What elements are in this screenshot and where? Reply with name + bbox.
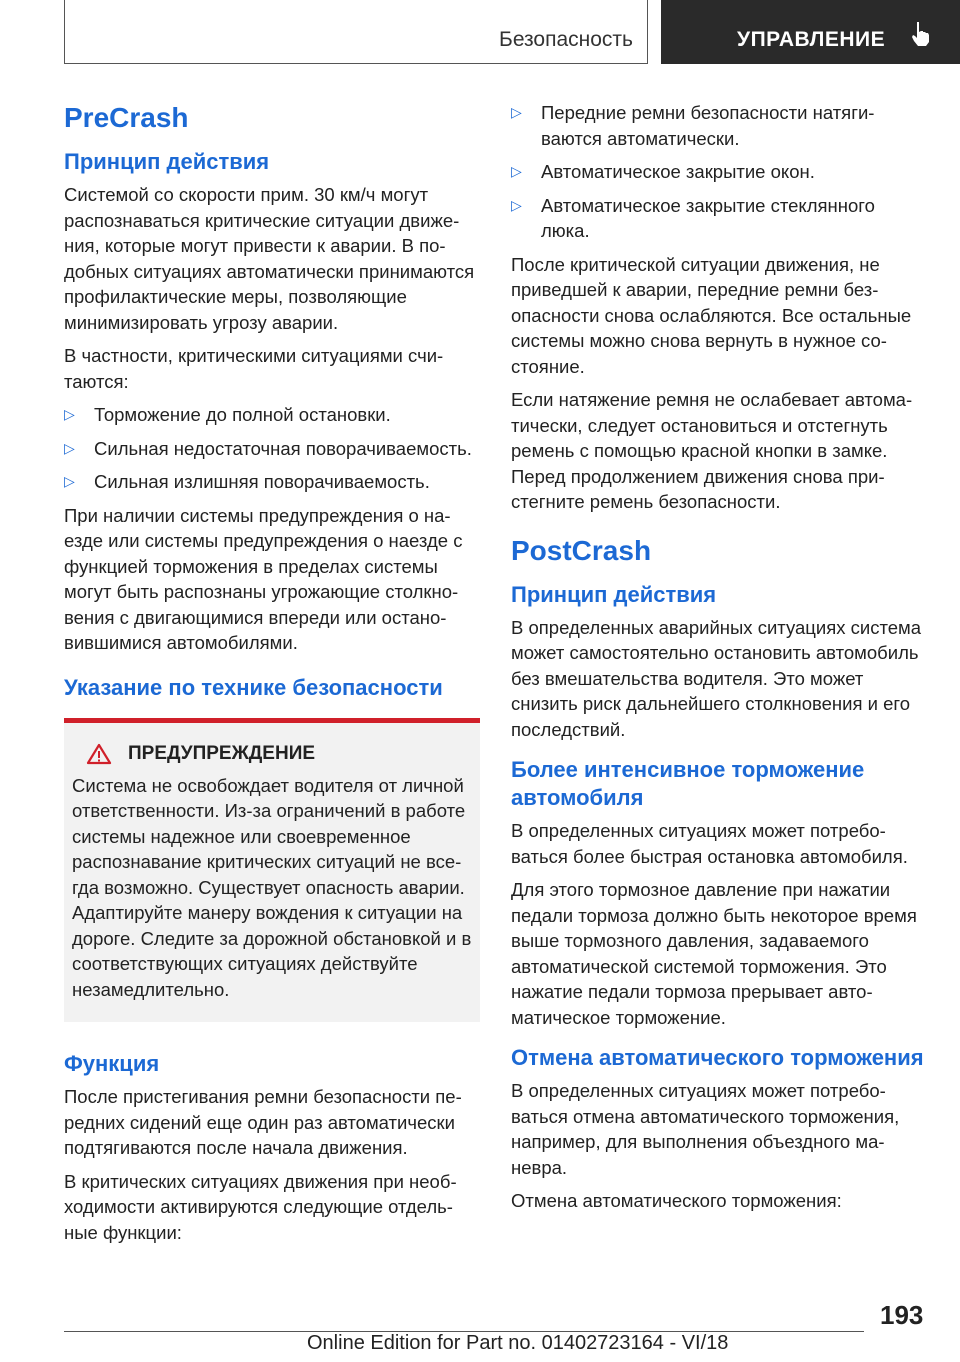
- postcrash-principle-title: Принцип действия: [511, 581, 717, 607]
- triangle-bullet-icon: ▷: [511, 163, 522, 179]
- list-item-text: Передние ремни безопасности натягиваются автоматически.: [541, 102, 875, 149]
- after-crash-paragraph: После критической ситуации движения, не приведшей к аварии, передние ремни безопасности снова ослабляются. Все остальные системы можно снова вернуть в нужное состояние.: [511, 253, 912, 377]
- header-chapter-box: [661, 0, 960, 64]
- list-item: [64, 436, 480, 462]
- braking-title: Более интенсивное торможение автомобиля: [511, 757, 865, 810]
- list-item: [511, 159, 927, 185]
- pointing-hand-icon: [909, 20, 933, 48]
- list-item-text: Сильная излишняя поворачиваемость.: [94, 471, 430, 492]
- warning-triangle-icon: [84, 743, 114, 765]
- cancel-paragraph-2: Отмена автоматического торможения:: [511, 1190, 842, 1211]
- postcrash-title: PostCrash: [511, 534, 652, 566]
- principle-title: Принцип действия: [64, 149, 270, 174]
- principle-paragraph-1: Системой со скорости прим. 30 км/ч могут распознаваться критические ситуации движения, которые могут привести к аварии. В подобных ситуациях автоматически принимаются профилактические меры, позволяющие минимизировать угрозу аварии.: [64, 184, 475, 333]
- triangle-bullet-icon: ▷: [511, 196, 522, 213]
- page-number: 193: [880, 1300, 924, 1330]
- list-item: [64, 402, 480, 428]
- header-section-label: Безопасность: [499, 28, 633, 51]
- list-item: [64, 469, 480, 495]
- list-item-text: Автоматическое закрытие окон.: [541, 161, 815, 182]
- list-item-text: Торможение до полной остановки.: [94, 404, 391, 425]
- list-item: [511, 100, 927, 151]
- warning-header: [72, 743, 472, 765]
- function-paragraph-1: После пристегивания ремни безопасности передних сидений еще один раз автоматически подтягиваются после начала движения.: [64, 1086, 462, 1158]
- right-column: [511, 100, 927, 1222]
- triangle-bullet-icon: ▷: [64, 439, 75, 456]
- warning-title: ПРЕДУПРЕЖДЕНИЕ: [128, 742, 316, 764]
- list-item: [511, 193, 927, 244]
- braking-paragraph-1: В определенных ситуациях может потребоваться более быстрая остановка автомобиля.: [511, 820, 908, 867]
- warning-box: [64, 718, 480, 1023]
- warning-text: Система не освобождает водителя от личной ответственности. Из-за ограничений в работе системы надежное или своевременное распознавание критических ситуаций не всегда возможно. Существует опасность аварии. Адаптируйте манеру вождения к ситуации на дороге. Следите за дорожной обстановкой и в соответствующих ситуациях действуйте незамедлительно.: [72, 774, 472, 1000]
- cancel-paragraph-1: В определенных ситуациях может потребоваться отмена автоматического торможения, например, для выполнения объездного маневра.: [511, 1080, 900, 1178]
- function-paragraph-2: В критических ситуациях движения при необходимости активируются следующие отдельные функции:: [64, 1170, 457, 1243]
- principle-paragraph-2: В частности, критическими ситуациями считаются:: [64, 345, 444, 392]
- function-title: Функция: [64, 1051, 160, 1076]
- header-chapter-label: УПРАВЛЕНИЕ: [737, 28, 886, 51]
- belt-release-paragraph: Если натяжение ремня не ослабевает автоматически, следует остановиться и отстегнуть ремень с помощью красной кнопки в замке. Перед продолжением движения снова пристегните ремень безопасности.: [511, 389, 913, 512]
- triangle-bullet-icon: ▷: [64, 473, 75, 489]
- triangle-bullet-icon: ▷: [511, 104, 522, 120]
- triangle-bullet-icon: ▷: [64, 406, 75, 422]
- postcrash-principle-paragraph: В определенных аварийных ситуациях система может самостоятельно остановить автомобиль без вмешательства водителя. Это может снизить риск дальнейшего столкновения и его последствий.: [511, 616, 922, 740]
- footer-edition: Online Edition for Part no. 01402723164 - VI/18: [307, 1332, 729, 1354]
- cancel-braking-title: Отмена автоматического торможения: [511, 1045, 924, 1070]
- left-column: [64, 100, 480, 1253]
- list-item-text: Сильная недостаточная поворачиваемость.: [94, 437, 472, 459]
- principle-paragraph-3: При наличии системы предупреждения о наезде или системы предупреждения о наезде с функцией торможения в пределах системы могут быть распознаны угрожающие столкновения с двигающимися впереди или остановившимися автомобилями.: [64, 504, 463, 653]
- precrash-title: PreCrash: [64, 102, 189, 133]
- safety-title: Указание по технике безопасности: [64, 674, 443, 700]
- header-section-box: [64, 0, 648, 64]
- list-item-text: Автоматическое закрытие стеклянного люка.: [541, 194, 875, 241]
- braking-paragraph-2: Для этого тормозное давление при нажатии педали тормоза должно быть некоторое время выше тормозного давления, задаваемого автоматической системой торможения. Это нажатие педали тормоза прерывает автоматическое торможение.: [511, 879, 917, 1028]
